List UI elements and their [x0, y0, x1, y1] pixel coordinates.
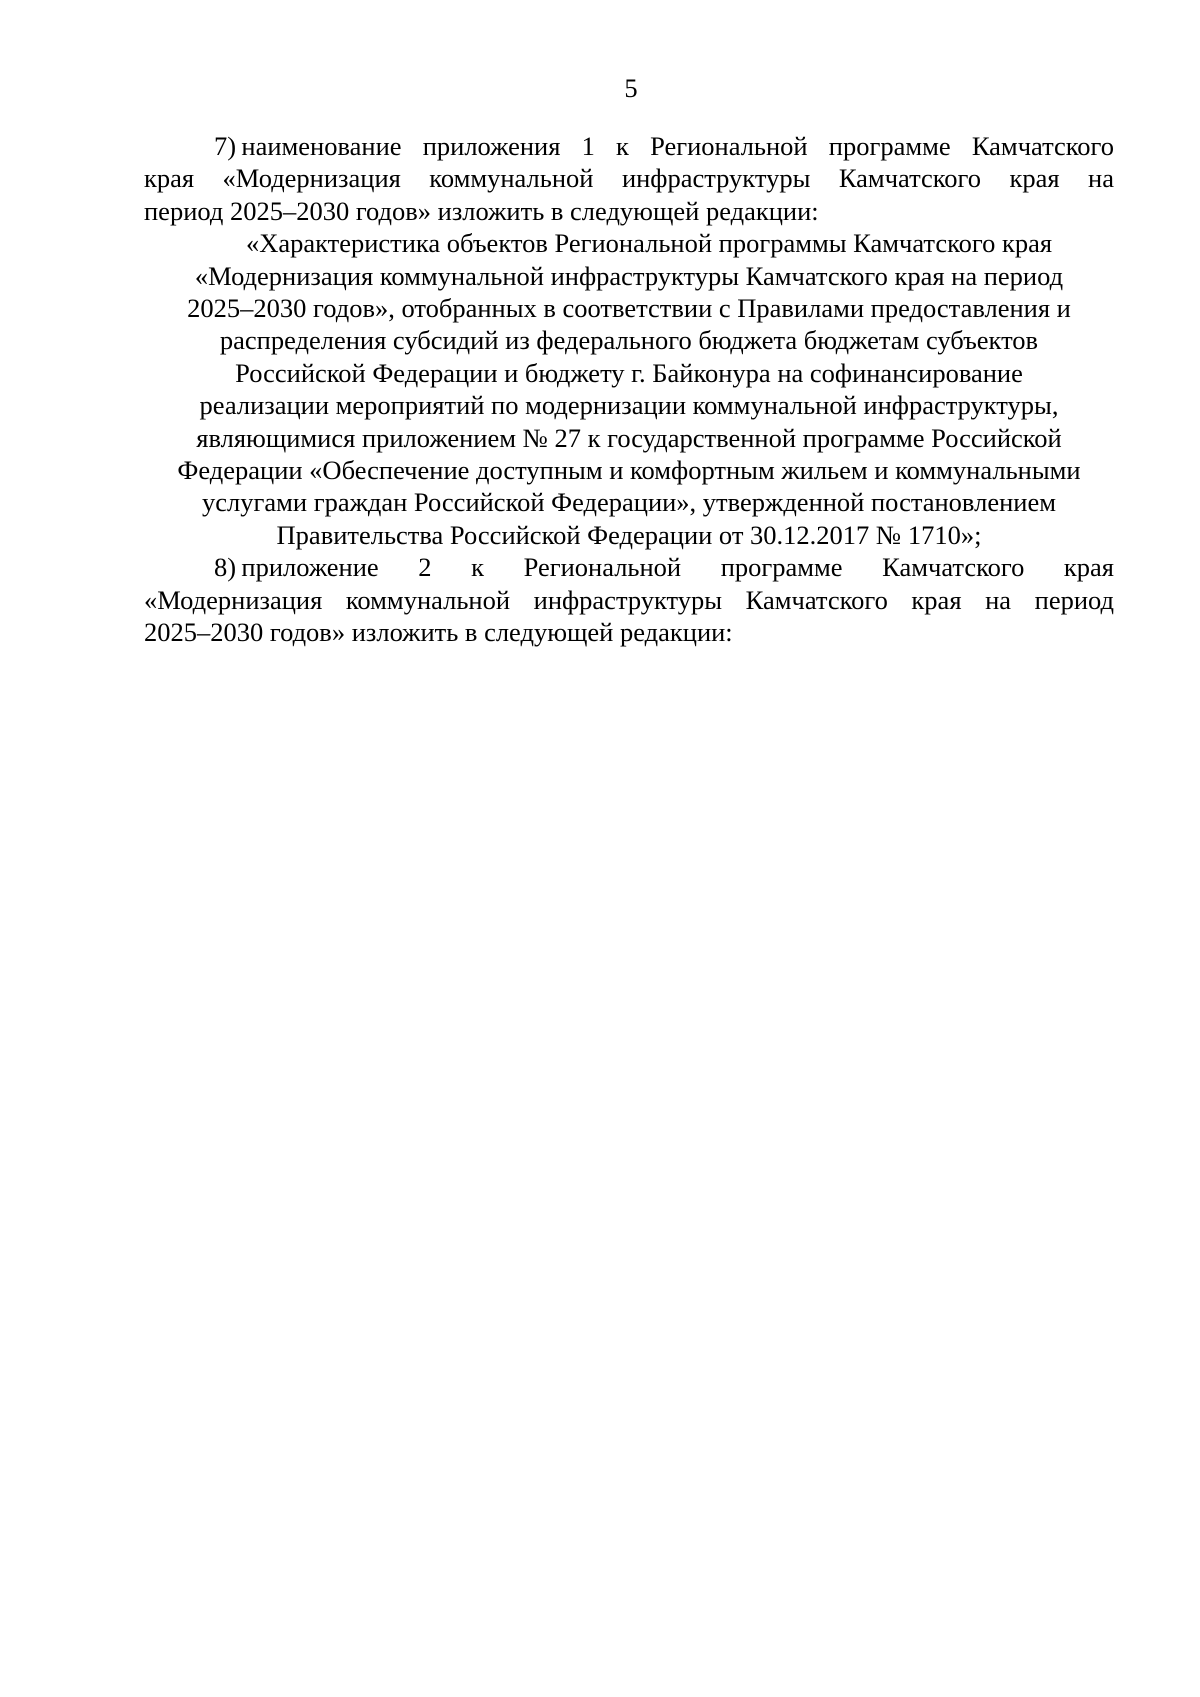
item-8-line-1-text: приложение 2 к Региональной программе Камчатского края	[241, 552, 1114, 583]
appendix-title-line-10: Правительства Российской Федерации от 30.12.2017 № 1710»;	[276, 519, 982, 550]
appendix-title-line-5: Российской Федерации и бюджету г. Байконура на софинансирование	[235, 357, 1023, 388]
item-7-line-2: края «Модернизация коммунальной инфраструктуры Камчатского края на	[144, 163, 1114, 194]
item-7-line-1-text: наименование приложения 1 к Региональной программе Камчатского	[241, 131, 1114, 161]
item-8-line-2: «Модернизация коммунальной инфраструктуры Камчатского края на период	[144, 584, 1114, 615]
item-8-line-1	[144, 551, 1114, 583]
item-8-paragraph	[144, 551, 1114, 648]
appendix-title-line-3: 2025–2030 годов», отобранных в соответствии с Правилами предоставления и	[187, 293, 1071, 324]
item-7-paragraph	[144, 130, 1114, 227]
appendix-title-line-8: Федерации «Обеспечение доступным и комфортным жильем и коммунальными	[177, 455, 1081, 486]
item-8-line-3: 2025–2030 годов» изложить в следующей редакции:	[144, 617, 733, 648]
appendix-title-line-9: услугами граждан Российской Федерации», утвержденной постановлением	[202, 487, 1056, 518]
item-7-line-1	[144, 130, 1114, 162]
appendix-title-line-1: «Характеристика объектов Региональной программы Камчатского края	[245, 228, 1053, 259]
item-8-number: 8)	[214, 552, 237, 583]
appendix-title-line-6: реализации мероприятий по модернизации коммунальной инфраструктуры,	[199, 390, 1059, 421]
appendix-title-block	[144, 227, 1114, 551]
item-7-line-3: период 2025–2030 годов» изложить в следующей редакции:	[144, 195, 819, 226]
page-number: 5	[624, 73, 638, 103]
document-body	[144, 130, 1114, 649]
appendix-title-line-7: являющимися приложением № 27 к государственной программе Российской	[196, 422, 1062, 453]
appendix-title-line-4: распределения субсидий из федерального бюджета бюджетам субъектов	[219, 325, 1039, 356]
item-7-number: 7)	[214, 131, 237, 161]
appendix-title-line-2: «Модернизация коммунальной инфраструктуры Камчатского края на период	[194, 260, 1064, 291]
